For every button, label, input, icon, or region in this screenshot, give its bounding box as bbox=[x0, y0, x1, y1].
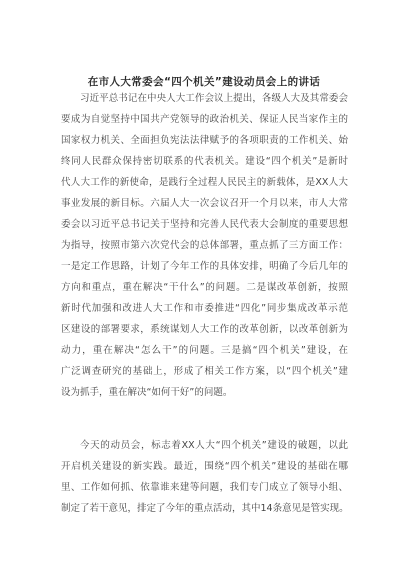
paragraph-1-line-13: 动力，重在解决“怎么干”的问题。三是搞“四个机关”建设，在 bbox=[61, 345, 348, 356]
paragraph-2-line-1: 今天的动员会，标志着XX人大“四个机关”建设的破题，以此 bbox=[80, 440, 348, 451]
paragraph-1-line-15: 设为抓手，重在解决“如何干好”的问题。 bbox=[61, 387, 233, 398]
paragraph-1-line-7: 委会以习近平总书记关于坚持和完善人民代表大会制度的重要思想 bbox=[61, 219, 348, 230]
document-title: 在市人大常委会“四个机关”建设动员会上的讲话 bbox=[87, 76, 321, 88]
paragraph-1-line-5: 代人大工作的新使命，是践行全过程人民民主的新载体，是XX人大 bbox=[61, 177, 348, 188]
paragraph-1-line-6: 事业发展的新目标。六届人大一次会议召开一个月以来，市人大常 bbox=[61, 198, 348, 209]
paragraph-1-line-10: 方向和重点，重在解决“干什么”的问题。二是谋改革创新，按照 bbox=[61, 282, 348, 293]
paragraph-1-line-9: 一是定工作思路，计划了今年工作的具体安排，明确了今后几年的 bbox=[61, 261, 348, 272]
paragraph-1-line-4: 终同人民群众保持密切联系的代表机关。建设“四个机关”是新时 bbox=[61, 156, 348, 167]
paragraph-1-line-3: 国家权力机关、全面担负宪法法律赋予的各项职责的工作机关、始 bbox=[61, 135, 348, 146]
paragraph-1-line-8: 为指导，按照市第六次党代会的总体部署，重点抓了三方面工作： bbox=[61, 240, 348, 251]
paragraph-1-line-14: 广泛调查研究的基础上，形成了相关工作方案，以“四个机关”建 bbox=[61, 366, 348, 377]
paragraph-2-line-2: 开启机关建设的新实践。最近，围绕“四个机关”建设的基础在哪 bbox=[61, 461, 348, 472]
paragraph-1-line-1: 习近平总书记在中央人大工作会议上提出，各级人大及其常委会 bbox=[80, 93, 348, 104]
paragraph-2-line-3: 里、工作如何抓、依靠谁来建等问题，我们专门成立了领导小组、 bbox=[61, 482, 348, 493]
paragraph-1-line-2: 要成为自觉坚持中国共产党领导的政治机关、保证人民当家作主的 bbox=[61, 114, 348, 125]
paragraph-1-line-11: 新时代加强和改进人大工作和市委推进“四化”同步集成改革示范 bbox=[61, 303, 348, 314]
paragraph-1-line-12: 区建设的部署要求，系统谋划人大工作的改革创新，以改革创新为 bbox=[61, 324, 348, 335]
paragraph-2-line-4: 制定了若干意见，排定了今年的重点活动，其中14条意见是管实现。 bbox=[61, 503, 349, 514]
